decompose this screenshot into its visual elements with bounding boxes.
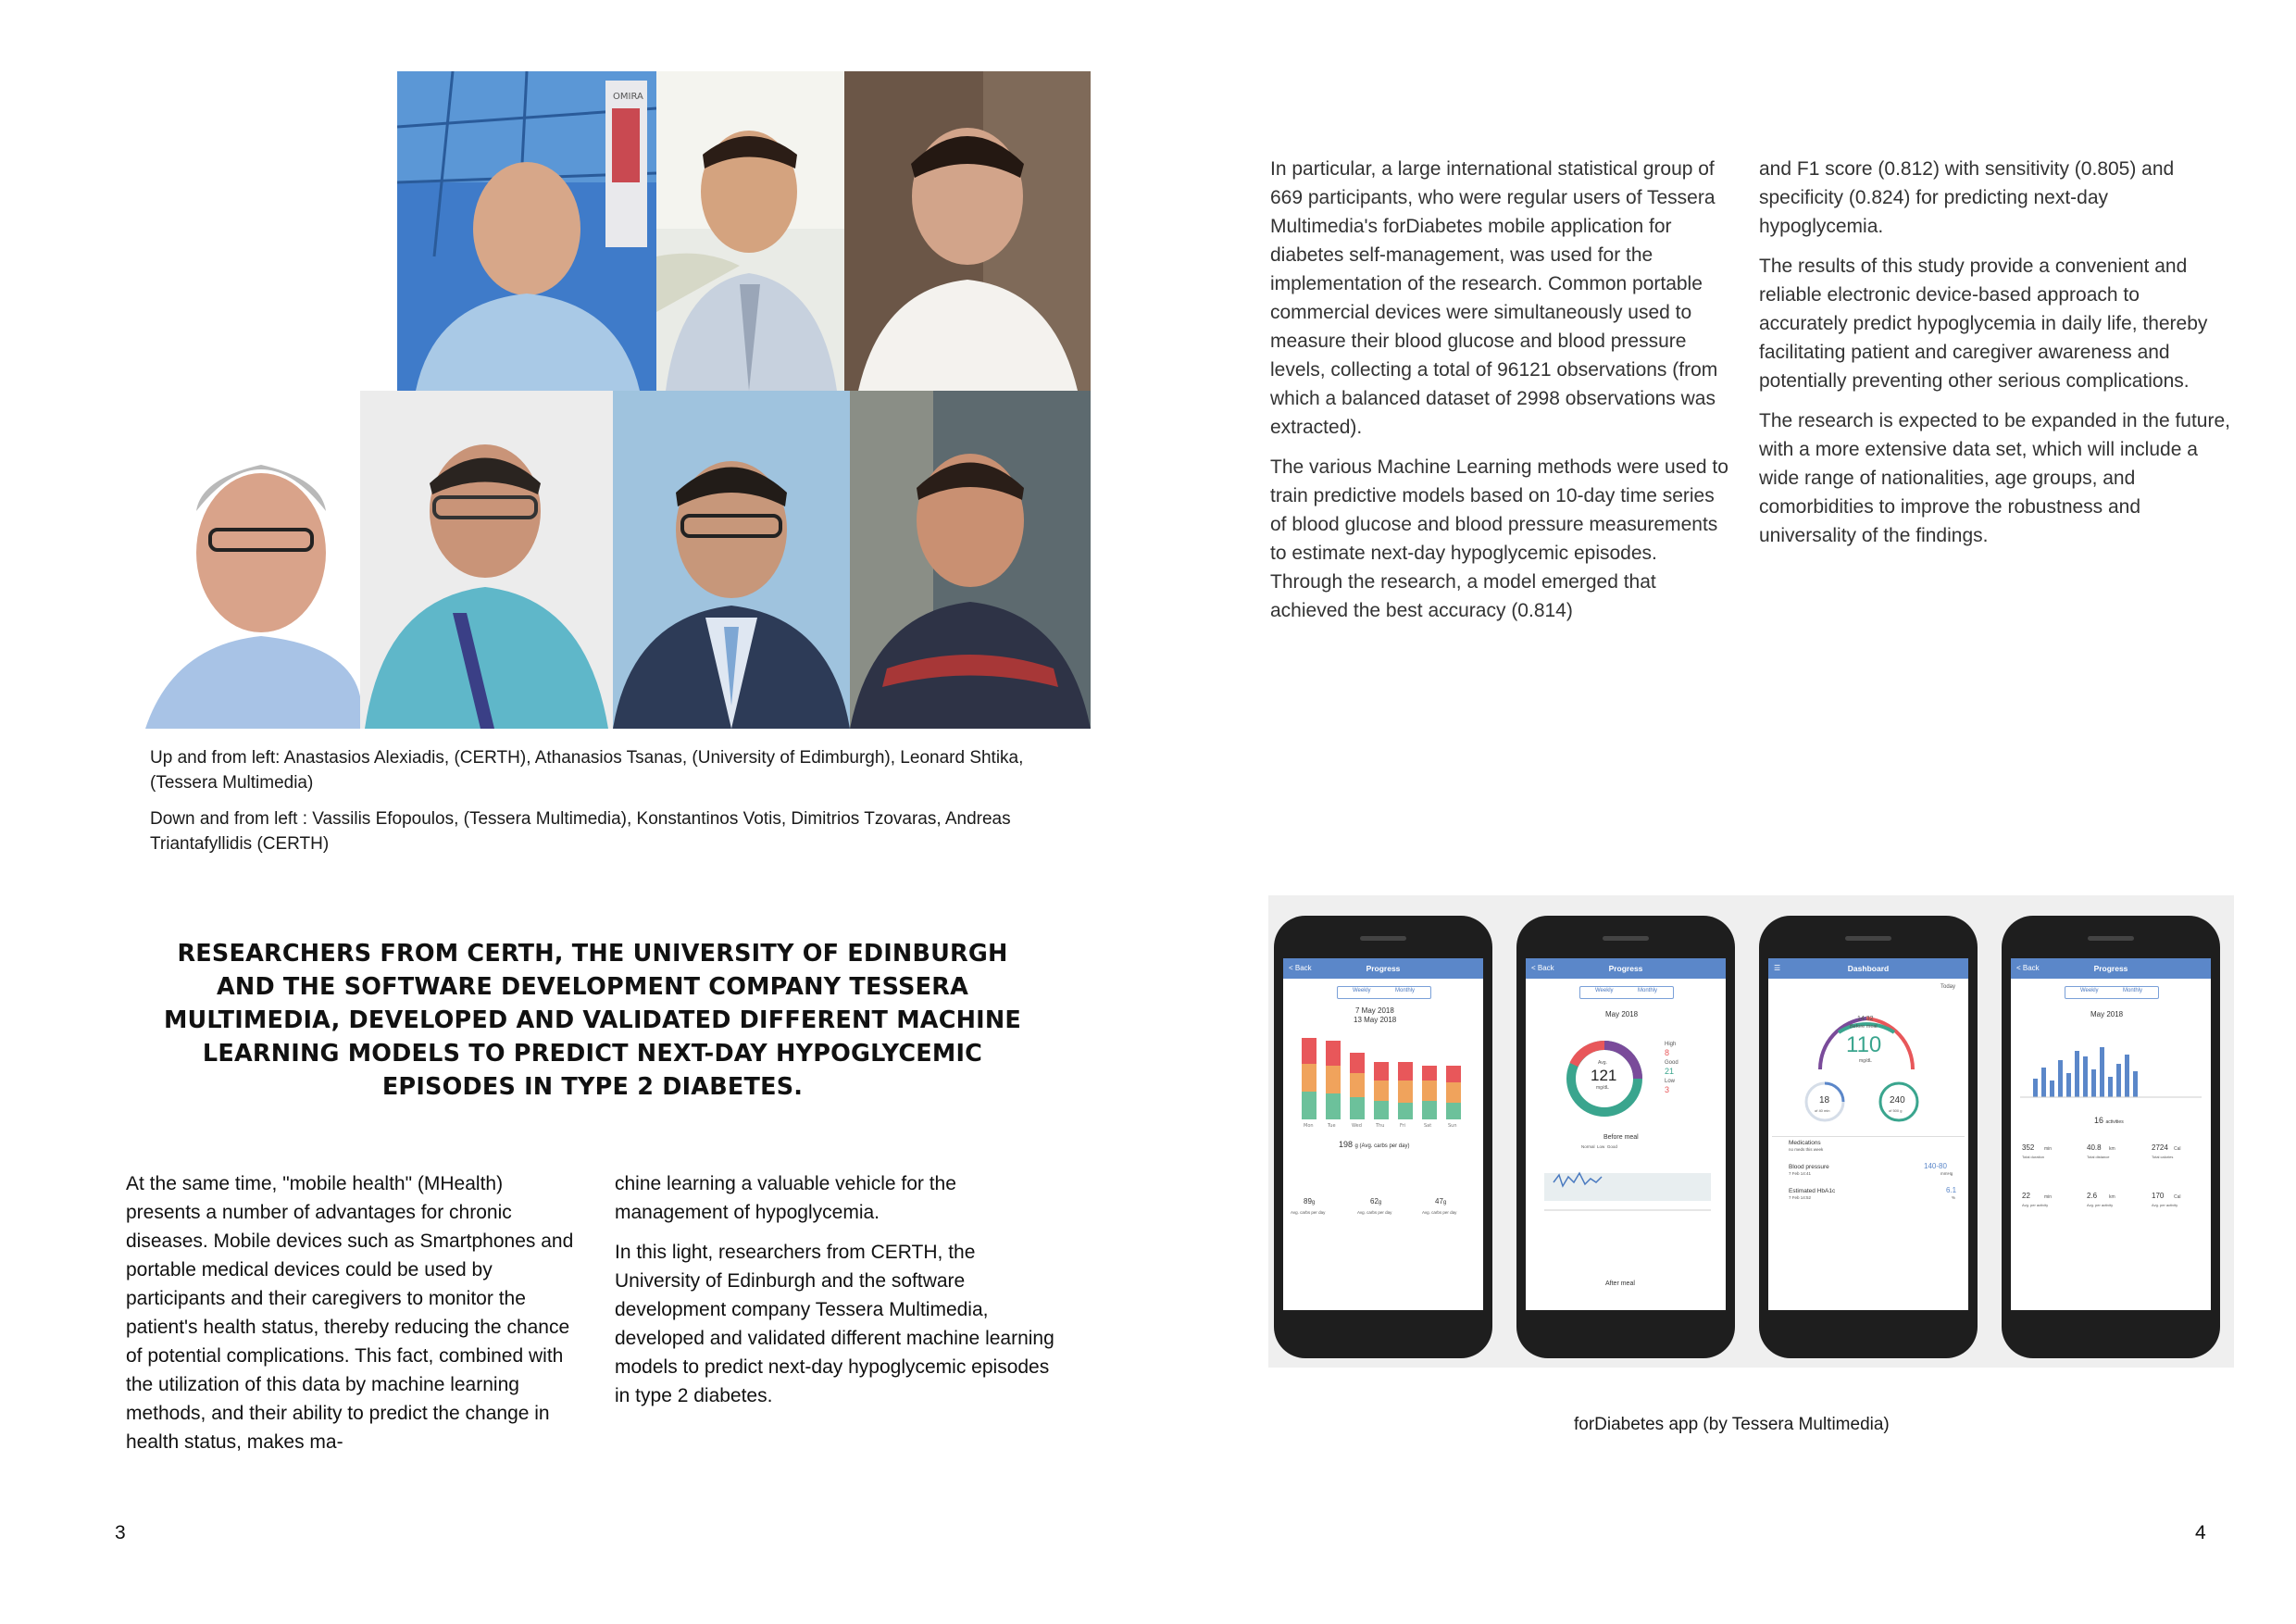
activity-stat-label: Avg. per activity	[2152, 1203, 2178, 1207]
activity-bar	[2108, 1077, 2113, 1097]
right-col2-paragraph-3: The research is expected to be expanded in the future, with a more extensive data set, which will include a wide range of nationalities, age groups, and comorbidities to improve the robustness and universality of the findings.	[1759, 410, 2230, 546]
phone-progress-glucose	[1516, 916, 1735, 1358]
carbs-average-value: 198	[1339, 1140, 1354, 1149]
back-button[interactable]: < Back	[1531, 964, 1554, 972]
carbs-sub-value-2: 62g	[1370, 1197, 1382, 1206]
avg-label: Avg.	[1598, 1060, 1607, 1066]
fordiabetes-app-figure	[1268, 895, 2234, 1368]
carb-bar-segment	[1446, 1066, 1461, 1082]
activity-stat-label: Total duration	[2022, 1155, 2045, 1159]
photo-sign-text: OMIRA	[613, 92, 643, 102]
photo-efopoulos	[145, 391, 360, 729]
activity-bar	[2125, 1055, 2129, 1097]
photo-alexiadis	[397, 71, 656, 391]
hba1c-unit: %	[1952, 1195, 1956, 1200]
caption-top-row: Up and from left: Anastasios Alexiadis, (CERTH), Athanasios Tsanas, (University of Edimburgh), Leonard Shtika, (Tessera Multimedia)	[150, 748, 1024, 793]
low-value: 3	[1665, 1085, 1670, 1094]
carbs-sub-caption-1: Avg. carbs per day	[1291, 1210, 1326, 1215]
carbs-bar-chart	[1291, 1036, 1476, 1129]
activity-bar	[2083, 1056, 2088, 1097]
day-label: Mon	[1304, 1123, 1314, 1129]
carbs-sub-value-3: 47g	[1435, 1197, 1447, 1206]
phone-screen	[1768, 958, 1968, 1310]
activity-stat-unit: min	[2044, 1146, 2053, 1152]
blood-pressure-value: 140-80	[1924, 1162, 1947, 1170]
activity-stat-value: 170	[2152, 1192, 2165, 1200]
right-page-column-1	[1270, 155, 1733, 636]
activity-stat-unit: km	[2109, 1146, 2115, 1152]
screen-title: Dashboard	[1847, 964, 1890, 973]
good-value: 21	[1665, 1067, 1675, 1076]
phone-speaker	[1603, 936, 1649, 941]
activity-stat-unit: Cal	[2174, 1146, 2181, 1152]
tab-monthly[interactable]: Monthly	[1395, 988, 1416, 993]
carb-bar-segment	[1446, 1103, 1461, 1119]
activity-stat-value: 40.8	[2087, 1143, 2102, 1152]
back-button[interactable]: < Back	[2016, 964, 2040, 972]
activity-stat-value: 22	[2022, 1192, 2030, 1200]
app-header	[1283, 958, 1483, 979]
avg-unit: mg/dL	[1596, 1085, 1609, 1091]
carb-bar-segment	[1374, 1062, 1389, 1081]
high-value: 8	[1665, 1048, 1670, 1057]
phone-screen	[2011, 958, 2211, 1310]
page-number-right: 4	[2195, 1522, 2206, 1543]
article-headline: RESEARCHERS FROM CERTH, THE UNIVERSITY OF EDINBURGH AND THE SOFTWARE DEVELOPMENT COMPANY TESSERA MULTIMEDIA, DEVELOPED AND VALIDATED DIFFERENT MACHINE LEARNING MODELS TO PREDICT NEXT-DAY HYPOGLYCEMIC EPISODES IN TYPE 2 DIABETES.	[163, 940, 1022, 1101]
activity-bar	[2058, 1060, 2063, 1097]
app-header	[1526, 958, 1726, 979]
app-figure-caption: forDiabetes app (by Tessera Multimedia)	[1574, 1415, 1890, 1434]
right-col2-paragraph-2: The results of this study provide a convenient and reliable electronic device-based approach to accurately predict hypoglycemia in daily life, thereby facilitating patient and caregiver awareness and potentially preventing other serious complications.	[1759, 256, 2208, 392]
day-label: Wed	[1352, 1123, 1362, 1129]
phone-progress-carbs	[1274, 916, 1492, 1358]
caption-bottom-row: Down and from left : Vassilis Efopoulos, (Tessera Multimedia), Konstantinos Votis, Dimitrios Tzovaras, Andreas Triantafyllidis (CERTH)	[150, 809, 1011, 854]
photo-tzovaras	[613, 391, 850, 729]
right-col1-paragraph-2: The various Machine Learning methods were used to train predictive models based on 10-day time series of blood glucose and blood pressure measurements to estimate next-day hypoglycemic episodes. Through the research, a model emerged that achieved the best accuracy (0.814)	[1270, 456, 1728, 621]
activity-bar	[2041, 1068, 2046, 1097]
carb-bar-segment	[1398, 1062, 1413, 1081]
after-meal-label: After meal	[1605, 1280, 1635, 1287]
photo-caption	[150, 745, 1057, 868]
day-label: Tue	[1328, 1123, 1336, 1129]
blood-pressure-label[interactable]: Blood pressure	[1789, 1164, 1829, 1170]
activity-bar	[2033, 1079, 2038, 1097]
day-label: Fri	[1400, 1123, 1405, 1129]
blood-pressure-date: 7 Feb 14:41	[1789, 1171, 1812, 1176]
carbs-average	[1339, 1140, 1409, 1149]
right-col1-paragraph-1: In particular, a large international statistical group of 669 participants, who were regular users of Tessera Multimedia's forDiabetes mobile application for diabetes self-management, was used for the implementation of the research. Common portable commercial devices were simultaneously used to measure their blood glucose and blood pressure levels, collecting a total of 96121 observations (from which a balanced dataset of 2998 observations was extracted).	[1270, 158, 1718, 438]
activity-bar	[2050, 1081, 2054, 1097]
menu-icon[interactable]: ☰	[1774, 964, 1781, 972]
left-col2-paragraph-1: chine learning a valuable vehicle for the management of hypoglycemia.	[615, 1173, 956, 1223]
period-toggle[interactable]	[1337, 986, 1431, 999]
phone-speaker	[1845, 936, 1891, 941]
phone-dashboard	[1759, 916, 1978, 1358]
month-label: May 2018	[2090, 1010, 2124, 1018]
left-col2-paragraph-2: In this light, researchers from CERTH, the University of Edinburgh and the software development company Tessera Multimedia, developed and validated different machine learning models to predict next-day hypoglycemic episodes in type 2 diabetes.	[615, 1242, 1054, 1406]
activity-stat-unit: km	[2109, 1194, 2115, 1200]
date-range-start: 7 May 2018	[1355, 1006, 1394, 1015]
tab-monthly[interactable]: Monthly	[1638, 988, 1658, 993]
carb-bar-segment	[1446, 1082, 1461, 1103]
app-header	[2011, 958, 2211, 979]
phone-screen	[1283, 958, 1483, 1310]
carb-bar-segment	[1374, 1101, 1389, 1119]
screen-title: Progress	[1366, 964, 1401, 973]
left-page-column-1	[126, 1169, 580, 1468]
hba1c-label[interactable]: Estimated HbA1c	[1789, 1188, 1836, 1194]
activity-value: 18	[1819, 1095, 1830, 1106]
hba1c-date: 7 Feb 14:52	[1789, 1195, 1812, 1200]
phone-speaker	[2088, 936, 2134, 941]
tab-weekly[interactable]: Weekly	[2080, 988, 2099, 993]
activity-stat-value: 2.6	[2087, 1192, 2098, 1200]
carb-bar-segment	[1398, 1103, 1413, 1119]
day-label: Sun	[1448, 1123, 1457, 1129]
carbs-sub-value-1: 89g	[1304, 1197, 1316, 1206]
activity-stat-label: Total calories	[2152, 1155, 2174, 1159]
left-col1-paragraph: At the same time, "mobile health" (MHealth) presents a number of advantages for chronic diseases. Mobile devices such as Smartphones and portable medical devices could be used by participants and their caregivers to monitor the patient's health status, thereby reducing the chance of potential complications. This fact, combined with the utilization of this data by machine learning methods, and their ability to predict the change in health status, makes ma-	[126, 1173, 574, 1453]
hba1c-value: 6.1	[1946, 1186, 1957, 1194]
activity-stat-value: 2724	[2152, 1143, 2168, 1152]
blood-pressure-unit: mmHg	[1940, 1171, 1953, 1176]
period-toggle[interactable]	[2065, 986, 2159, 999]
low-label: Low	[1665, 1079, 1676, 1084]
photo-shtika	[844, 71, 1091, 391]
carb-bar-segment	[1350, 1053, 1365, 1073]
carb-bar-segment	[1350, 1097, 1365, 1119]
tab-monthly[interactable]: Monthly	[2123, 988, 2143, 993]
reading-time: 14:32	[1857, 1016, 1874, 1022]
carbs-sub-caption-3: Avg. carbs per day	[1422, 1210, 1457, 1215]
reading-context: Before meal	[1850, 1024, 1878, 1030]
activity-bar	[2091, 1069, 2096, 1097]
activity-bar	[2075, 1051, 2079, 1097]
carbs-sub-caption-2: Avg. carbs per day	[1357, 1210, 1392, 1215]
activity-label: of 40 min	[1815, 1108, 1830, 1113]
photo-votis	[360, 391, 613, 729]
today-label: Today	[1940, 984, 1956, 990]
date-range-end: 13 May 2018	[1354, 1016, 1397, 1024]
good-label: Good	[1665, 1060, 1678, 1066]
activity-stat-label: Total distance	[2087, 1155, 2110, 1159]
glucose-unit: mg/dL	[1859, 1058, 1872, 1064]
screen-title: Progress	[2093, 964, 2128, 973]
activity-stat-unit: min	[2044, 1194, 2053, 1200]
carb-bar-segment	[1422, 1101, 1437, 1119]
day-label: Sat	[1424, 1123, 1432, 1129]
activity-bar	[2066, 1073, 2071, 1097]
activity-stat-label: Avg. per activity	[2022, 1203, 2049, 1207]
phone-speaker	[1360, 936, 1406, 941]
carb-bar-segment	[1302, 1038, 1316, 1064]
glucose-value: 110	[1846, 1032, 1882, 1057]
activity-bar	[2100, 1047, 2104, 1097]
activity-bar-chart	[2020, 1032, 2202, 1106]
back-button[interactable]: < Back	[1289, 964, 1312, 972]
screen-title: Progress	[1608, 964, 1643, 973]
phone-progress-activity	[2002, 916, 2220, 1358]
phone-screen	[1526, 958, 1726, 1310]
activity-stat-label: Avg. per activity	[2087, 1203, 2114, 1207]
carb-bar-segment	[1326, 1066, 1341, 1093]
carbs-label: of 500 g	[1889, 1108, 1903, 1113]
carb-bar-segment	[1374, 1081, 1389, 1101]
before-meal-line-chart	[1535, 1155, 1716, 1219]
right-col2-paragraph-1: and F1 score (0.812) with sensitivity (0.805) and specificity (0.824) for predicting next-day hypoglycemia.	[1759, 158, 2175, 237]
page-number-left: 3	[115, 1522, 126, 1543]
photo-tsanas	[656, 71, 844, 391]
carb-bar-segment	[1302, 1064, 1316, 1092]
app-header	[1768, 958, 1968, 979]
carbs-average-label: g (Avg. carbs per day)	[1354, 1143, 1410, 1149]
carb-bar-segment	[1422, 1081, 1437, 1101]
activity-stat-value: 352	[2022, 1143, 2035, 1152]
carb-bar-segment	[1398, 1081, 1413, 1103]
left-page-column-2	[615, 1169, 1061, 1421]
right-page-column-2	[1759, 155, 2231, 561]
month-label: May 2018	[1605, 1010, 1639, 1018]
activity-stat-unit: Cal	[2174, 1194, 2181, 1200]
tab-weekly[interactable]: Weekly	[1595, 988, 1614, 993]
carb-bar-segment	[1326, 1093, 1341, 1119]
activities-count: 16 activities	[2094, 1116, 2124, 1125]
activity-bar	[2116, 1064, 2121, 1097]
carb-bar-segment	[1350, 1073, 1365, 1097]
period-toggle[interactable]	[1579, 986, 1674, 999]
tab-weekly[interactable]: Weekly	[1353, 988, 1371, 993]
photo-triantafyllidis	[850, 391, 1091, 729]
day-label: Thu	[1376, 1123, 1385, 1129]
carbs-value: 240	[1890, 1095, 1905, 1106]
carb-bar-segment	[1422, 1066, 1437, 1081]
activity-bar	[2133, 1071, 2138, 1097]
carb-bar-segment	[1326, 1041, 1341, 1066]
carb-bar-segment	[1302, 1092, 1316, 1119]
chart-legend: Normal Low Good	[1581, 1144, 1617, 1149]
medications-sub: no meds this week	[1789, 1147, 1824, 1152]
high-label: High	[1665, 1042, 1677, 1047]
avg-glucose-value: 121	[1591, 1067, 1617, 1084]
before-meal-label: Before meal	[1603, 1134, 1639, 1141]
medications-label[interactable]: Medications	[1789, 1140, 1821, 1146]
